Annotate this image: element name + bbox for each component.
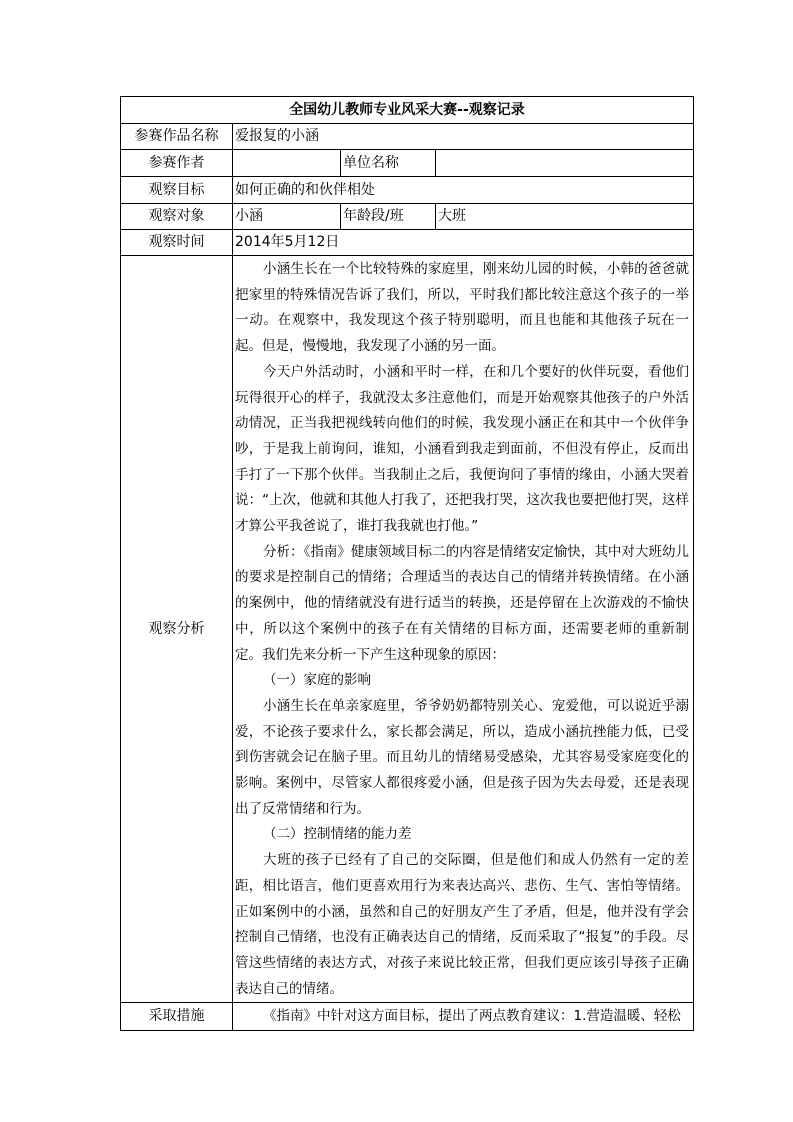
measures-body: [233, 1003, 694, 1031]
analysis-heading: （一）家庭的影响: [263, 672, 371, 689]
record-title: 全国幼儿教师专业风采大赛--观察记录: [121, 97, 694, 124]
subject-label: 观察对象: [121, 204, 233, 230]
measures-label: 采取措施: [121, 1003, 233, 1031]
analysis-heading: （二）控制情绪的能力差: [263, 826, 412, 843]
analysis-label: 观察分析: [121, 256, 233, 1003]
subject-value: 小涵: [233, 204, 341, 230]
unit-value: [436, 150, 694, 177]
goal-label: 观察目标: [121, 177, 233, 204]
work-name-value: 爱报复的小涵: [233, 124, 694, 150]
analysis-paragraph: 今天户外活动时，小涵和平时一样，在和几个要好的伙伴玩耍，看他们玩得很开心的样子，我就没太多注意他们，而是开始观察其他孩子的户外活动情况，正当我把视线转向他们的时候，我发现小涵正在和其中一个伙伴争吵，于是我上前询问，谁知，小涵看到我走到面前，不但没有停止，反而出手打了一下那个伙伴。当我制止之后，我便询问了事情的缘由，小涵大哭着说：“上次，他就和其他人打我了，还把我打哭，这次我也要把他打哭，这样才算公平我爸说了，谁打我我就也打他。”: [235, 363, 689, 535]
analysis-paragraph: 小涵生长在一个比较特殊的家庭里，刚来幼儿园的时候，小韩的爸爸就把家里的特殊情况告诉了我们，所以，平时我们都比较注意这个孩子的一举一动。在观察中，我发现这个孩子特别聪明，而且也能和其他孩子玩在一起。但是，慢慢地，我发现了小涵的另一面。: [235, 261, 689, 355]
author-label: 参赛作者: [121, 150, 233, 177]
age-class-value: 大班: [436, 204, 694, 230]
work-name-label: 参赛作品名称: [121, 124, 233, 150]
measures-paragraph: 《指南》中针对这方面目标，提出了两点教育建议：1.营造温暖、轻松: [263, 1008, 681, 1025]
author-value: [233, 150, 341, 177]
goal-value: 如何正确的和伙伴相处: [233, 177, 694, 204]
unit-label: 单位名称: [341, 150, 436, 177]
time-label: 观察时间: [121, 230, 233, 256]
time-value: 2014年5月12日: [233, 230, 694, 256]
observation-record-table: [120, 96, 694, 1031]
analysis-paragraph: 大班的孩子已经有了自己的交际圈，但是他们和成人仍然有一定的差距，相比语言，他们更喜欢用行为来表达高兴、悲伤、生气、害怕等情绪。正如案例中的小涵，虽然和自己的好朋友产生了矛盾，但是，他并没有学会控制自己情绪，也没有正确表达自己的情绪，反而采取了“报复”的手段。尽管这些情绪的表达方式，对孩子来说比较正常，但我们更应该引导孩子正确表达自己的情绪。: [235, 852, 689, 997]
analysis-paragraph: 小涵生长在单亲家庭里，爷爷奶奶都特别关心、宠爱他，可以说近乎溺爱，不论孩子要求什么，家长都会满足，所以，造成小涵抗挫能力低，已受到伤害就会记在脑子里。而且幼儿的情绪易受感染，尤其容易受家庭变化的影响。案例中，尽管家人都很疼爱小涵，但是孩子因为失去母爱，还是表现出了反常情绪和行为。: [235, 697, 689, 817]
analysis-body: [233, 256, 694, 1003]
age-class-label: 年龄段/班: [341, 204, 436, 230]
analysis-paragraph: 分析：《指南》健康领域目标二的内容是情绪安定愉快，其中对大班幼儿的要求是控制自己的情绪；合理适当的表达自己的情绪并转换情绪。在小涵的案例中，他的情绪就没有进行适当的转换，还是停留在上次游戏的不愉快中，所以这个案例中的孩子在有关情绪的目标方面，还需要老师的重新制定。我们先来分析一下产生这种现象的原因：: [235, 543, 689, 663]
